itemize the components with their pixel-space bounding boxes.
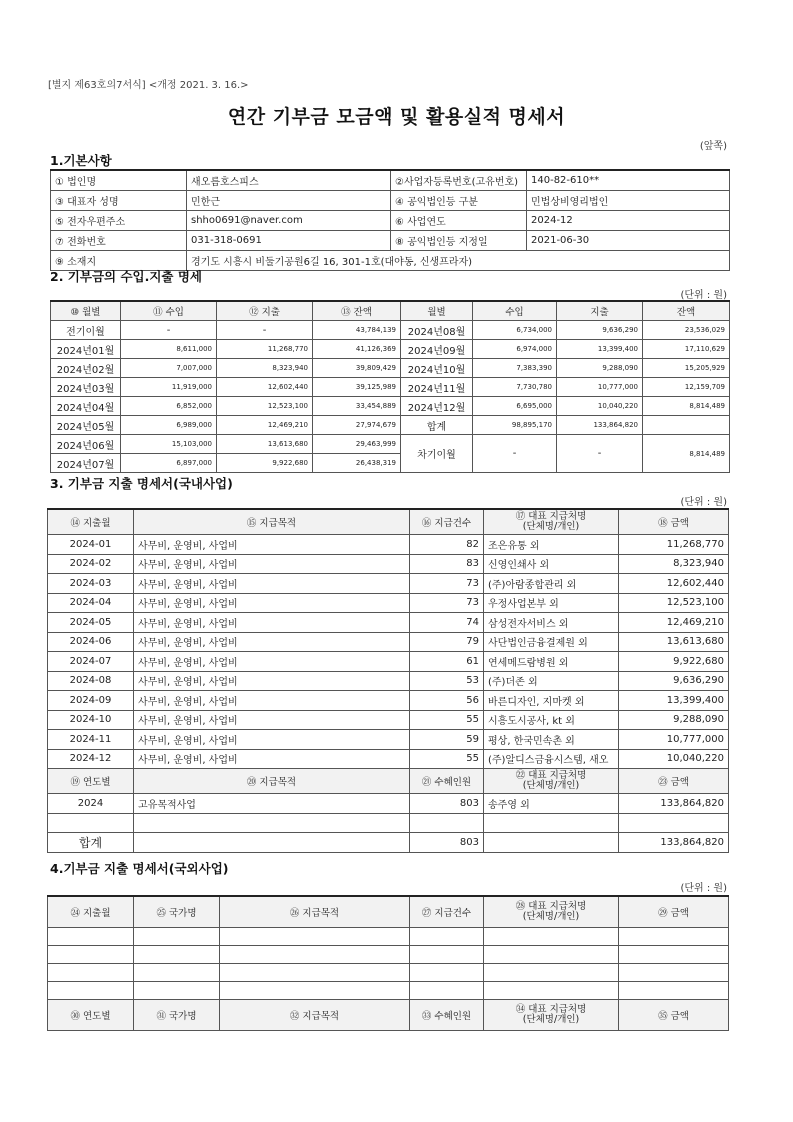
month-cell: 2024년09월 bbox=[401, 340, 473, 359]
column-header: 수입 bbox=[473, 301, 557, 321]
column-header: ⑭ 지출월 bbox=[48, 509, 134, 535]
total-row bbox=[48, 833, 729, 853]
expense-cell: 12,469,210 bbox=[217, 416, 313, 435]
income-cell: 8,611,000 bbox=[121, 340, 217, 359]
carry-next-income: - bbox=[473, 435, 557, 473]
domestic-row bbox=[48, 749, 729, 769]
empty-cell bbox=[410, 946, 484, 964]
balance-cell: 15,205,929 bbox=[643, 359, 730, 378]
domestic-row bbox=[48, 691, 729, 711]
empty-cell bbox=[48, 928, 134, 946]
month-cell: 2024년02월 bbox=[51, 359, 121, 378]
column-header: ㉓ 금액 bbox=[619, 769, 729, 794]
empty-cell bbox=[134, 813, 410, 833]
month-cell: 2024-02 bbox=[48, 554, 134, 574]
domestic-row bbox=[48, 535, 729, 555]
empty-cell bbox=[484, 982, 619, 1000]
month-cell: 2024-07 bbox=[48, 652, 134, 672]
payee-header-line2: (단체명/개인) bbox=[522, 521, 580, 532]
overseas-empty-row bbox=[48, 928, 729, 946]
month-cell: 2024년07월 bbox=[51, 454, 121, 473]
income-expense-header bbox=[51, 301, 730, 321]
income-cell: 6,989,000 bbox=[121, 416, 217, 435]
column-header bbox=[484, 1000, 619, 1031]
month-cell: 2024-06 bbox=[48, 632, 134, 652]
month-cell: 2024-05 bbox=[48, 613, 134, 633]
balance-cell: 43,784,139 bbox=[313, 321, 401, 340]
payee-cell: 우정사업본부 외 bbox=[484, 593, 619, 613]
income-cell: 7,383,390 bbox=[473, 359, 557, 378]
payee-header-line1: ㉒ 대표 지급처명 bbox=[515, 770, 587, 781]
section3-title: 3. 기부금 지출 명세서(국내사업) bbox=[50, 476, 233, 491]
purpose-cell: 사무비, 운영비, 사업비 bbox=[134, 671, 410, 691]
info-value: 140-82-610** bbox=[527, 170, 730, 191]
column-header: ⑩ 월별 bbox=[51, 301, 121, 321]
domestic-row bbox=[48, 574, 729, 594]
column-header: ㉜ 지급목적 bbox=[220, 1000, 410, 1031]
month-cell: 2024년06월 bbox=[51, 435, 121, 454]
payee-header-line1: ㉘ 대표 지급처명 bbox=[515, 901, 587, 912]
domestic-row bbox=[48, 593, 729, 613]
count-cell: 55 bbox=[410, 710, 484, 730]
month-cell: 2024-12 bbox=[48, 749, 134, 769]
info-value: shho0691@naver.com bbox=[187, 211, 391, 231]
section1-title: 1.기본사항 bbox=[50, 153, 112, 168]
balance-cell: 12,159,709 bbox=[643, 378, 730, 397]
section2-title: 2. 기부금의 수입.지출 명세 bbox=[50, 269, 203, 284]
month-cell: 2024년03월 bbox=[51, 378, 121, 397]
month-cell: 2024-11 bbox=[48, 730, 134, 750]
empty-cell bbox=[220, 982, 410, 1000]
empty-cell bbox=[410, 813, 484, 833]
expense-cell: - bbox=[217, 321, 313, 340]
balance-cell: 26,438,319 bbox=[313, 454, 401, 473]
info-row bbox=[51, 191, 730, 211]
month-cell: 2024년01월 bbox=[51, 340, 121, 359]
payee-cell: 바른디자인, 지마켓 외 bbox=[484, 691, 619, 711]
empty-cell bbox=[134, 964, 220, 982]
empty-cell bbox=[134, 833, 410, 853]
balance-cell bbox=[643, 416, 730, 435]
month-cell: 전기이월 bbox=[51, 321, 121, 340]
amount-cell: 12,469,210 bbox=[619, 613, 729, 633]
column-header: ⑳ 지급목적 bbox=[134, 769, 410, 794]
expense-cell: 10,040,220 bbox=[557, 397, 643, 416]
overseas-header2 bbox=[48, 1000, 729, 1031]
income-cell: 6,974,000 bbox=[473, 340, 557, 359]
section4-title: 4.기부금 지출 명세서(국외사업) bbox=[50, 861, 229, 876]
payee-header-line2: (단체명/개인) bbox=[522, 780, 580, 791]
section3-unit: (단위 : 원) bbox=[680, 497, 727, 508]
info-label: ⑤ 전자우편주소 bbox=[51, 211, 187, 231]
count-cell: 803 bbox=[410, 794, 484, 814]
info-label: ③ 대표자 성명 bbox=[51, 191, 187, 211]
payee-cell: 시흥도시공사, kt 외 bbox=[484, 710, 619, 730]
empty-cell bbox=[410, 982, 484, 1000]
section2-unit: (단위 : 원) bbox=[680, 290, 727, 301]
overseas-expense-table bbox=[47, 895, 729, 1031]
overseas-header bbox=[48, 896, 729, 928]
income-cell: - bbox=[121, 321, 217, 340]
purpose-cell: 사무비, 운영비, 사업비 bbox=[134, 652, 410, 672]
income-cell: 7,730,780 bbox=[473, 378, 557, 397]
empty-cell bbox=[48, 813, 134, 833]
income-expense-row bbox=[51, 435, 730, 454]
empty-cell bbox=[134, 946, 220, 964]
column-header bbox=[484, 896, 619, 928]
column-header: ㉗ 지급건수 bbox=[410, 896, 484, 928]
info-value: 민한근 bbox=[187, 191, 391, 211]
amount-cell: 11,268,770 bbox=[619, 535, 729, 555]
expense-cell: 12,523,100 bbox=[217, 397, 313, 416]
balance-cell: 17,110,629 bbox=[643, 340, 730, 359]
count-cell: 55 bbox=[410, 749, 484, 769]
count-cell: 61 bbox=[410, 652, 484, 672]
amount-cell: 8,323,940 bbox=[619, 554, 729, 574]
empty-cell bbox=[619, 982, 729, 1000]
income-cell: 6,695,000 bbox=[473, 397, 557, 416]
purpose-cell: 사무비, 운영비, 사업비 bbox=[134, 730, 410, 750]
domestic-header2 bbox=[48, 769, 729, 794]
amount-cell: 13,399,400 bbox=[619, 691, 729, 711]
column-header: ⑱ 금액 bbox=[619, 509, 729, 535]
expense-cell: 10,777,000 bbox=[557, 378, 643, 397]
balance-cell: 39,125,989 bbox=[313, 378, 401, 397]
column-header: ㉙ 금액 bbox=[619, 896, 729, 928]
purpose-cell: 사무비, 운영비, 사업비 bbox=[134, 749, 410, 769]
income-expense-row bbox=[51, 397, 730, 416]
amount-cell: 12,523,100 bbox=[619, 593, 729, 613]
column-header: ⑫ 지출 bbox=[217, 301, 313, 321]
payee-header-line2: (단체명/개인) bbox=[522, 1014, 580, 1025]
amount-cell: 10,777,000 bbox=[619, 730, 729, 750]
month-cell: 2024년12월 bbox=[401, 397, 473, 416]
count-cell: 59 bbox=[410, 730, 484, 750]
income-cell: 6,852,000 bbox=[121, 397, 217, 416]
month-cell: 2024-09 bbox=[48, 691, 134, 711]
payee-cell: 평상, 한국민속촌 외 bbox=[484, 730, 619, 750]
balance-cell: 8,814,489 bbox=[643, 397, 730, 416]
amount-cell: 133,864,820 bbox=[619, 794, 729, 814]
purpose-cell: 사무비, 운영비, 사업비 bbox=[134, 554, 410, 574]
count-cell: 82 bbox=[410, 535, 484, 555]
count-cell: 74 bbox=[410, 613, 484, 633]
amount-cell: 12,602,440 bbox=[619, 574, 729, 594]
payee-cell: (주)아람종합관리 외 bbox=[484, 574, 619, 594]
info-row bbox=[51, 170, 730, 191]
balance-cell: 29,463,999 bbox=[313, 435, 401, 454]
column-header: ㉝ 수혜인원 bbox=[410, 1000, 484, 1031]
empty-cell bbox=[619, 964, 729, 982]
empty-cell bbox=[484, 833, 619, 853]
payee-cell: 신영인쇄사 외 bbox=[484, 554, 619, 574]
info-row bbox=[51, 211, 730, 231]
month-cell: 2024년10월 bbox=[401, 359, 473, 378]
address-value: 경기도 시흥시 비둘기공원6길 16, 301-1호(대야동, 신생프라자) bbox=[187, 251, 730, 271]
balance-cell: 39,809,429 bbox=[313, 359, 401, 378]
domestic-row bbox=[48, 613, 729, 633]
column-header: ⑪ 수입 bbox=[121, 301, 217, 321]
payee-cell: 연세메드람병원 외 bbox=[484, 652, 619, 672]
payee-cell: 송주영 외 bbox=[484, 794, 619, 814]
purpose-cell: 사무비, 운영비, 사업비 bbox=[134, 574, 410, 594]
income-expense-body bbox=[51, 301, 730, 473]
purpose-cell: 사무비, 운영비, 사업비 bbox=[134, 613, 410, 633]
payee-header-line1: ㉞ 대표 지급처명 bbox=[515, 1004, 587, 1015]
domestic-expense-table bbox=[47, 508, 729, 853]
month-cell: 2024-01 bbox=[48, 535, 134, 555]
form-id: [별지 제63호의7서식] <개정 2021. 3. 16.> bbox=[48, 80, 249, 91]
count-cell: 73 bbox=[410, 593, 484, 613]
expense-cell: 8,323,940 bbox=[217, 359, 313, 378]
info-value: 2024-12 bbox=[527, 211, 730, 231]
empty-cell bbox=[220, 946, 410, 964]
column-header: 월별 bbox=[401, 301, 473, 321]
info-value: 민법상비영리법인 bbox=[527, 191, 730, 211]
month-cell: 2024년04월 bbox=[51, 397, 121, 416]
empty-cell bbox=[220, 928, 410, 946]
carry-next-expense: - bbox=[557, 435, 643, 473]
empty-cell bbox=[619, 813, 729, 833]
amount-cell: 13,613,680 bbox=[619, 632, 729, 652]
empty-cell bbox=[134, 982, 220, 1000]
month-cell: 2024-08 bbox=[48, 671, 134, 691]
amount-cell: 9,288,090 bbox=[619, 710, 729, 730]
count-cell: 73 bbox=[410, 574, 484, 594]
empty-cell bbox=[484, 946, 619, 964]
amount-cell: 10,040,220 bbox=[619, 749, 729, 769]
income-cell: 11,919,000 bbox=[121, 378, 217, 397]
purpose-cell: 사무비, 운영비, 사업비 bbox=[134, 710, 410, 730]
expense-cell: 13,613,680 bbox=[217, 435, 313, 454]
payee-header-line1: ⑰ 대표 지급처명 bbox=[515, 511, 587, 522]
column-header: ⑲ 연도별 bbox=[48, 769, 134, 794]
address-label: ⑨ 소재지 bbox=[51, 251, 187, 271]
amount-cell: 9,922,680 bbox=[619, 652, 729, 672]
income-cell: 98,895,170 bbox=[473, 416, 557, 435]
count-cell: 79 bbox=[410, 632, 484, 652]
info-label: ②사업자등록번호(고유번호) bbox=[391, 170, 527, 191]
info-value: 031-318-0691 bbox=[187, 231, 391, 251]
amount-cell: 9,636,290 bbox=[619, 671, 729, 691]
basic-info-body bbox=[51, 170, 730, 271]
income-cell: 6,734,000 bbox=[473, 321, 557, 340]
year-cell: 2024 bbox=[48, 794, 134, 814]
info-label: ① 법인명 bbox=[51, 170, 187, 191]
expense-cell: 12,602,440 bbox=[217, 378, 313, 397]
overseas-expense-body bbox=[48, 896, 729, 1031]
overseas-empty-row bbox=[48, 964, 729, 982]
expense-cell: 11,268,770 bbox=[217, 340, 313, 359]
expense-cell: 13,399,400 bbox=[557, 340, 643, 359]
carry-next-month: 차기이월 bbox=[401, 435, 473, 473]
empty-cell bbox=[619, 946, 729, 964]
domestic-row bbox=[48, 730, 729, 750]
empty-cell bbox=[134, 928, 220, 946]
empty-cell bbox=[220, 964, 410, 982]
column-header: ㉚ 연도별 bbox=[48, 1000, 134, 1031]
info-label: ⑧ 공익법인등 지정일 bbox=[391, 231, 527, 251]
column-header: ⑯ 지급건수 bbox=[410, 509, 484, 535]
column-header: ㉛ 국가명 bbox=[134, 1000, 220, 1031]
payee-header-line2: (단체명/개인) bbox=[522, 911, 580, 922]
column-header: 잔액 bbox=[643, 301, 730, 321]
balance-cell: 33,454,889 bbox=[313, 397, 401, 416]
month-cell: 2024년05월 bbox=[51, 416, 121, 435]
empty-cell bbox=[484, 813, 619, 833]
year-row bbox=[48, 794, 729, 814]
expense-cell: 9,288,090 bbox=[557, 359, 643, 378]
column-header bbox=[484, 509, 619, 535]
overseas-empty-row bbox=[48, 946, 729, 964]
month-cell: 2024년08월 bbox=[401, 321, 473, 340]
carry-next-balance: 8,814,489 bbox=[643, 435, 730, 473]
column-header: ㉕ 국가명 bbox=[134, 896, 220, 928]
month-cell: 2024-03 bbox=[48, 574, 134, 594]
basic-info-table bbox=[50, 169, 730, 271]
income-expense-row bbox=[51, 359, 730, 378]
empty-cell bbox=[48, 982, 134, 1000]
info-value: 2021-06-30 bbox=[527, 231, 730, 251]
column-header: ⑮ 지급목적 bbox=[134, 509, 410, 535]
domestic-expense-body bbox=[48, 509, 729, 852]
column-header: ㉖ 지급목적 bbox=[220, 896, 410, 928]
month-cell: 2024년11월 bbox=[401, 378, 473, 397]
income-expense-table bbox=[50, 300, 730, 473]
info-row bbox=[51, 231, 730, 251]
income-cell: 6,897,000 bbox=[121, 454, 217, 473]
domestic-row bbox=[48, 632, 729, 652]
payee-cell: 조은유통 외 bbox=[484, 535, 619, 555]
purpose-cell: 사무비, 운영비, 사업비 bbox=[134, 535, 410, 555]
month-cell: 2024-04 bbox=[48, 593, 134, 613]
month-cell: 합계 bbox=[401, 416, 473, 435]
count-cell: 56 bbox=[410, 691, 484, 711]
payee-cell: (주)알디스금융시스템, 새오 bbox=[484, 749, 619, 769]
income-cell: 7,007,000 bbox=[121, 359, 217, 378]
empty-cell bbox=[410, 964, 484, 982]
info-label: ⑦ 전화번호 bbox=[51, 231, 187, 251]
column-header: 지출 bbox=[557, 301, 643, 321]
income-cell: 15,103,000 bbox=[121, 435, 217, 454]
income-expense-row bbox=[51, 340, 730, 359]
domestic-header bbox=[48, 509, 729, 535]
empty-cell bbox=[484, 928, 619, 946]
total-count: 803 bbox=[410, 833, 484, 853]
column-header: ㉑ 수혜인원 bbox=[410, 769, 484, 794]
column-header: ⑬ 잔액 bbox=[313, 301, 401, 321]
count-cell: 83 bbox=[410, 554, 484, 574]
empty-cell bbox=[48, 964, 134, 982]
purpose-cell: 고유목적사업 bbox=[134, 794, 410, 814]
balance-cell: 27,974,679 bbox=[313, 416, 401, 435]
count-cell: 53 bbox=[410, 671, 484, 691]
domestic-row bbox=[48, 710, 729, 730]
income-expense-row bbox=[51, 378, 730, 397]
domestic-row bbox=[48, 671, 729, 691]
empty-cell bbox=[410, 928, 484, 946]
domestic-row bbox=[48, 652, 729, 672]
info-label: ⑥ 사업연도 bbox=[391, 211, 527, 231]
page-side-label: (앞쪽) bbox=[699, 141, 727, 152]
purpose-cell: 사무비, 운영비, 사업비 bbox=[134, 691, 410, 711]
purpose-cell: 사무비, 운영비, 사업비 bbox=[134, 632, 410, 652]
balance-cell: 41,126,369 bbox=[313, 340, 401, 359]
column-header bbox=[484, 769, 619, 794]
income-expense-row bbox=[51, 321, 730, 340]
total-label: 합계 bbox=[48, 833, 134, 853]
expense-cell: 133,864,820 bbox=[557, 416, 643, 435]
page-title: 연간 기부금 모금액 및 활용실적 명세서 bbox=[227, 106, 566, 128]
purpose-cell: 사무비, 운영비, 사업비 bbox=[134, 593, 410, 613]
payee-cell: 사단법인금융결제원 외 bbox=[484, 632, 619, 652]
expense-cell: 9,636,290 bbox=[557, 321, 643, 340]
info-value: 새오름호스피스 bbox=[187, 170, 391, 191]
overseas-empty-row bbox=[48, 982, 729, 1000]
empty-cell bbox=[484, 964, 619, 982]
balance-cell: 23,536,029 bbox=[643, 321, 730, 340]
expense-cell: 9,922,680 bbox=[217, 454, 313, 473]
info-label: ④ 공익법인등 구분 bbox=[391, 191, 527, 211]
payee-cell: (주)더존 외 bbox=[484, 671, 619, 691]
column-header: ㉟ 금액 bbox=[619, 1000, 729, 1031]
domestic-row bbox=[48, 554, 729, 574]
blank-row bbox=[48, 813, 729, 833]
section4-unit: (단위 : 원) bbox=[680, 883, 727, 894]
empty-cell bbox=[619, 928, 729, 946]
payee-cell: 삼성전자서비스 외 bbox=[484, 613, 619, 633]
empty-cell bbox=[48, 946, 134, 964]
total-amount: 133,864,820 bbox=[619, 833, 729, 853]
month-cell: 2024-10 bbox=[48, 710, 134, 730]
column-header: ㉔ 지출월 bbox=[48, 896, 134, 928]
income-expense-row bbox=[51, 416, 730, 435]
